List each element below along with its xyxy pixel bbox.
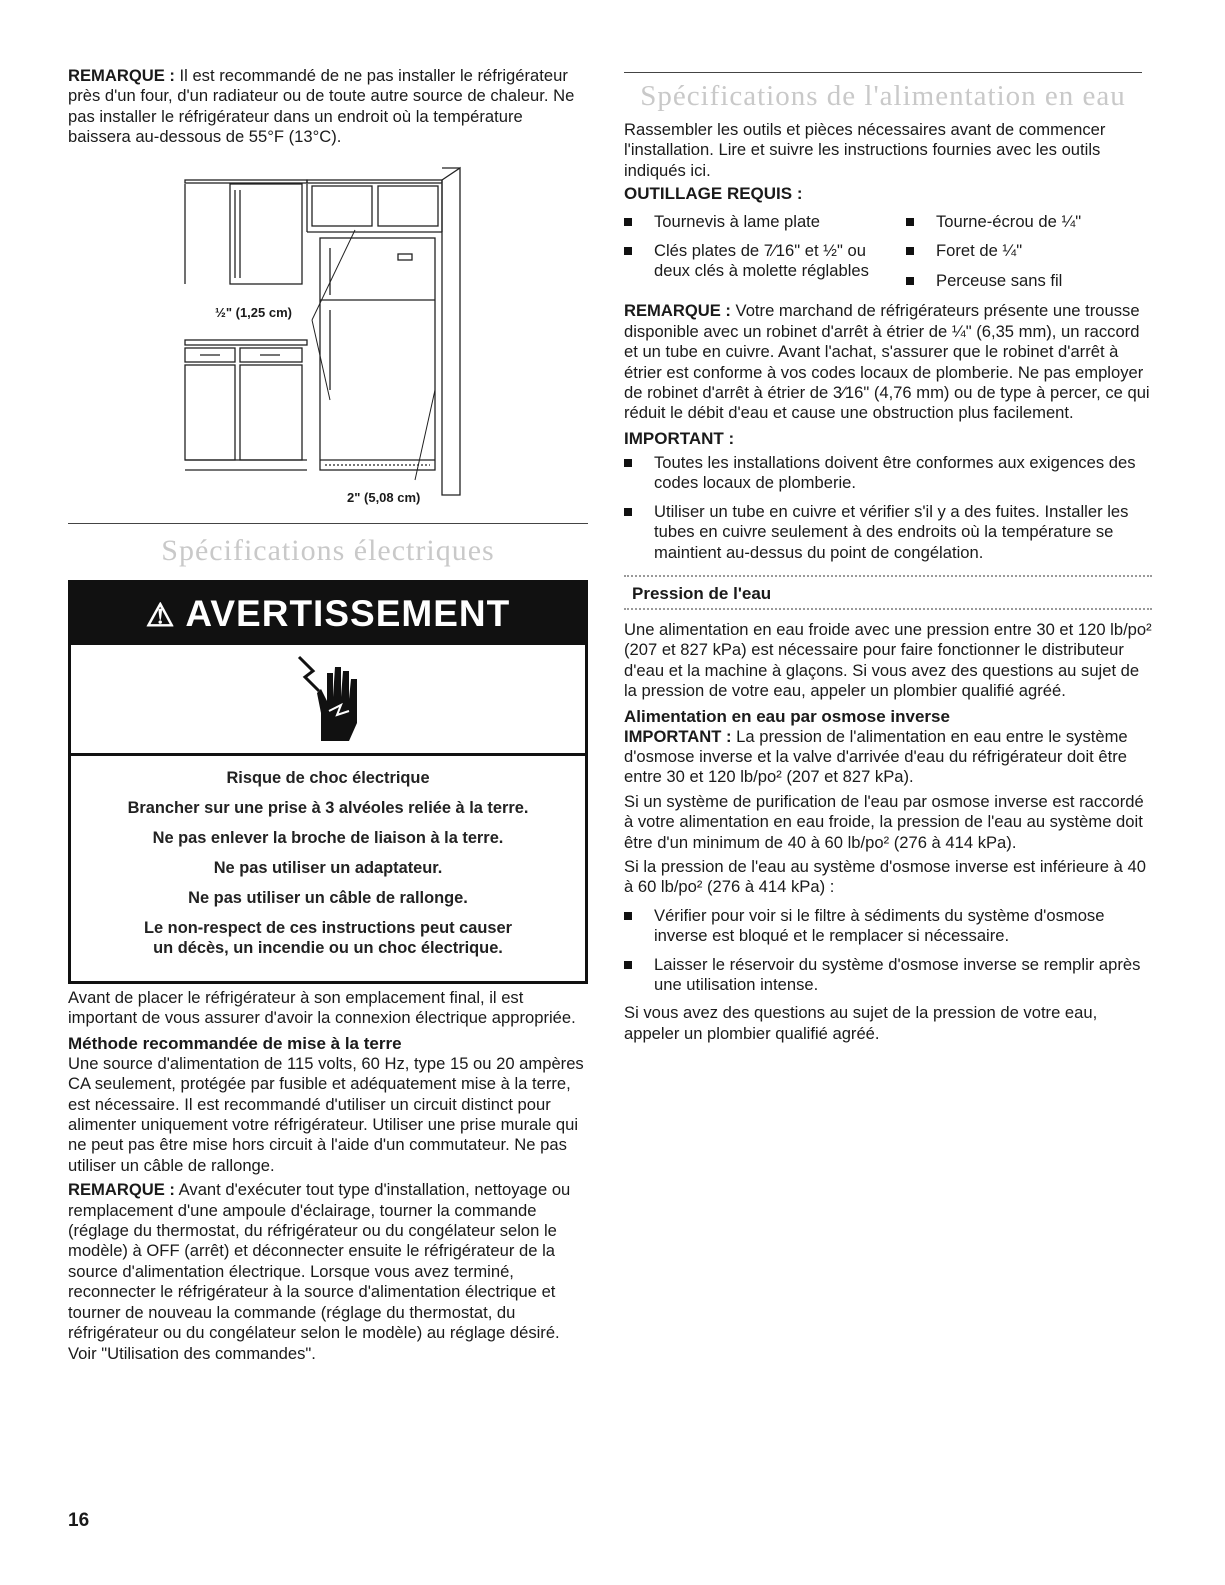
important-item: Utiliser un tube en cuivre et vérifier s'il y a des fuites. Installer les tubes en cuivre seulement à des endroits où la température se maintient au-dessus du point de congélation. bbox=[624, 502, 1152, 563]
ro-important: IMPORTANT : La pression de l'alimentation en eau entre le système d'osmose inverse et la valve d'arrivée d'eau du réfrigérateur doit être entre 30 et 120 lb/po² (207 et 827 kPa). bbox=[624, 726, 1128, 787]
water-remarque: REMARQUE : Votre marchand de réfrigérateurs présente une trousse disponible avec un robinet d'arrêt à étrier de ¼" (6,35 mm), un raccord et un tube en cuivre. Avant l'achat, s'assurer que le robinet d'arrêt à étrier est conforme à vos codes locaux de plomberie. Ne pas employer de robinet d'arrêt à étrier de 3⁄16" (4,76 mm) ou de type à percer, ce qui réduit le débit d'eau et cause une obstruction plus facilement. bbox=[624, 301, 1150, 423]
warning-triangle-icon: ⚠ bbox=[145, 597, 176, 633]
tool-item: Clés plates de 7⁄16" et ½" ou deux clés à molette réglables bbox=[624, 241, 896, 282]
warning-line-2: Brancher sur une prise à 3 alvéoles reliée à la terre. bbox=[127, 799, 529, 817]
warning-line-6: Le non-respect de ces instructions peut causer bbox=[144, 919, 512, 937]
warning-line-3: Ne pas enlever la broche de liaison à la terre. bbox=[152, 829, 504, 847]
page-number: 16 bbox=[68, 1510, 90, 1531]
tools-list-col2 bbox=[906, 212, 1146, 291]
tool-item: Tournevis à lame plate bbox=[624, 212, 896, 232]
closing-paragraph: Si vous avez des questions au sujet de la pression de votre eau, appeler un plombier qualifié agréé. bbox=[624, 1003, 1098, 1043]
ro-heading: Alimentation en eau par osmose inverse bbox=[624, 706, 950, 726]
warning-header: ⚠ AVERTISSEMENT bbox=[71, 583, 585, 645]
ro-paragraph-2: Si la pression de l'eau au système d'osmose inverse est inférieure à 40 à 60 lb/po² (276 à 414 kPa) : bbox=[624, 856, 1146, 897]
placement-paragraph: Avant de placer le réfrigérateur à son emplacement final, il est important de vous assurer d'avoir la connexion électrique appropriée. bbox=[68, 988, 576, 1028]
water-intro: Rassembler les outils et pièces nécessaires avant de commencer l'installation. Lire et suivre les instructions fournies avec les outils indiqués ici. bbox=[624, 120, 1106, 180]
ro-item: Laisser le réservoir du système d'osmose inverse se remplir après une utilisation intense. bbox=[624, 955, 1152, 996]
tools-list-col1 bbox=[624, 212, 896, 291]
tool-item: Foret de ¼" bbox=[906, 241, 1146, 261]
section-title-electrical: Spécifications électriques bbox=[161, 534, 495, 567]
warning-line-5: Ne pas utiliser un câble de rallonge. bbox=[188, 889, 468, 907]
pressure-rule-bottom bbox=[624, 608, 1152, 610]
right-column bbox=[624, 120, 1152, 1044]
warning-line-7: un décès, un incendie ou un choc électrique. bbox=[153, 939, 503, 957]
figure-label-bottom: 2" (5,08 cm) bbox=[347, 490, 421, 505]
ro-item: Vérifier pour voir si le filtre à sédiments du système d'osmose inverse est bloqué et le remplacer si nécessaire. bbox=[624, 906, 1152, 947]
tool-item: Tourne-écrou de ¼" bbox=[906, 212, 1146, 232]
grounding-paragraph: Une source d'alimentation de 115 volts, 60 Hz, type 15 ou 20 ampères CA seulement, protégée par fusible et adéquatement mise à la terre, est nécessaire. Il est recommandé d'utiliser un circuit distinct pour alimenter uniquement votre réfrigérateur. Utiliser une prise murale qui ne peut pas être mise hors circuit à l'aide d'un commutateur. Ne pas utiliser un câble de rallonge. bbox=[68, 1053, 584, 1175]
grounding-heading: Méthode recommandée de mise à la terre bbox=[68, 1033, 402, 1053]
important-list bbox=[624, 453, 1152, 563]
warning-line-4: Ne pas utiliser un adaptateur. bbox=[213, 859, 443, 877]
pressure-paragraph: Une alimentation en eau froide avec une pression entre 30 et 120 lb/po² (207 et 827 kPa) est nécessaire pour faire fonctionner le distributeur d'eau et la machine à glaçons. Si vous avez des questions au sujet de la pression de votre eau, appeler un plombier qualifié agréé. bbox=[624, 619, 1152, 701]
intro-note: REMARQUE : Il est recommandé de ne pas installer le réfrigérateur près d'un four, d'un radiateur ou de toute autre source de chaleur. Ne pas installer le réfrigérateur dans un endroit où la température baissera au-dessous de 55°F (13°C). bbox=[68, 66, 575, 147]
rule-left bbox=[68, 523, 588, 524]
tool-item: Perceuse sans fil bbox=[906, 271, 1146, 291]
important-heading: IMPORTANT : bbox=[624, 428, 735, 448]
tools-heading: OUTILLAGE REQUIS : bbox=[624, 184, 803, 204]
pressure-heading: Pression de l'eau bbox=[632, 583, 772, 603]
important-item: Toutes les installations doivent être conformes aux exigences des codes locaux de plomberie. bbox=[624, 453, 1152, 494]
rule-right bbox=[624, 72, 1142, 73]
warning-line-1: Risque de choc électrique bbox=[226, 769, 430, 787]
figure-label-top: ½" (1,25 cm) bbox=[215, 305, 292, 320]
left-lower-text bbox=[68, 988, 590, 1364]
tools-list bbox=[624, 212, 1152, 291]
note-paragraph: REMARQUE : Avant d'exécuter tout type d'installation, nettoyage ou remplacement d'une ampoule d'éclairage, tourner la commande (réglage du thermostat, du réfrigérateur ou du congélateur selon le modèle) à OFF (arrêt) et déconnecter ensuite le réfrigérateur de la source d'alimentation électrique. Lorsque vous avez terminé, reconnecter le réfrigérateur à la source d'alimentation électrique et tourner de nouveau la commande (réglage du thermostat, du réfrigérateur ou du congélateur selon le modèle) au réglage désiré. Voir "Utilisation des commandes". bbox=[68, 1180, 571, 1363]
section-title-water: Spécifications de l'alimentation en eau bbox=[640, 80, 1126, 112]
ro-paragraph-1: Si un système de purification de l'eau par osmose inverse est raccordé à votre alimentation en eau froide, la pression de l'eau au système doit être d'un minimum de 40 à 60 lb/po² (276 à 414 kPa). bbox=[624, 791, 1144, 852]
warning-box bbox=[68, 580, 588, 984]
ro-list bbox=[624, 906, 1152, 996]
shock-hazard-icon bbox=[71, 645, 585, 756]
refrigerator-clearance-figure bbox=[180, 160, 480, 515]
